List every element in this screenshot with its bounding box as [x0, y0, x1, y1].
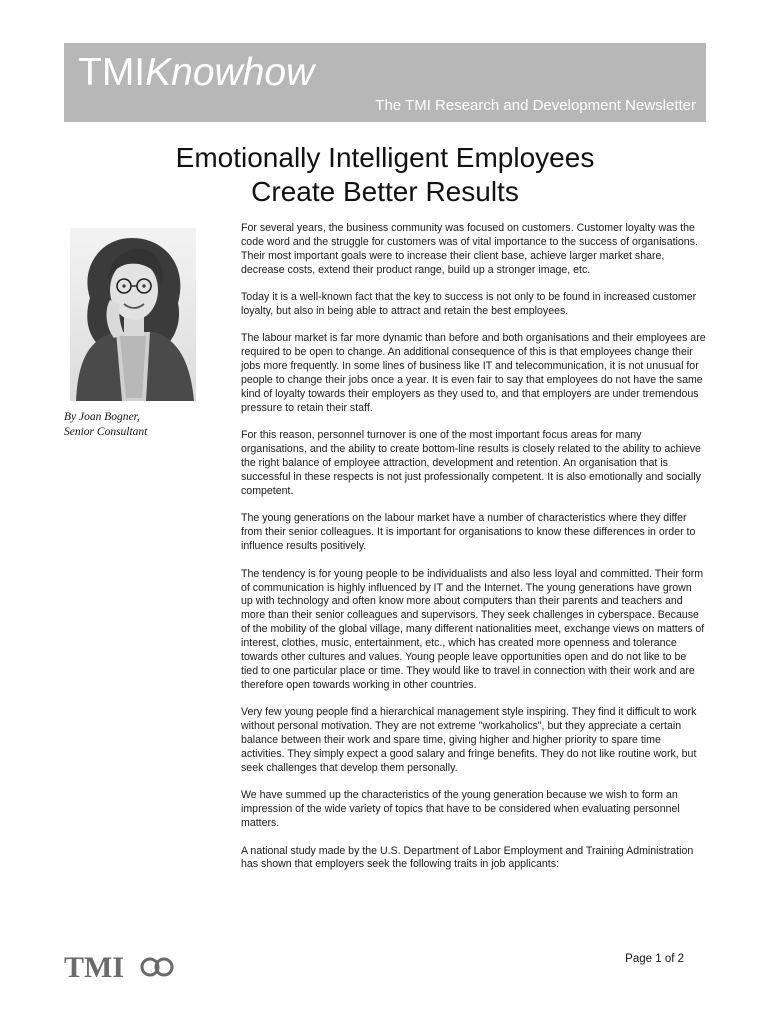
article-title-line-2: Create Better Results	[251, 176, 519, 207]
paragraph: The labour market is far more dynamic than before and both organisations and their employees are required to be open to change. An additional consequence of this is that employees change their jobs more frequently. In some lines of business like IT and telecommunication, it is not unusual for people to change their jobs once a year. It is even fair to say that employees do not have the same kind of loyalty towards their employers as they used to, and that employers are under tremendous pressure to retain their staff.	[241, 332, 706, 414]
author-role: Senior Consultant	[64, 426, 148, 438]
paragraph: Very few young people find a hierarchical management style inspiring. They find it difficult to work without personal motivation. They are not extreme "workaholics", but they appreciate a certain balance between their work and spare time, giving higher and higher priority to spare time activities. They simply expect a good salary and fringe benefits. They do not like routine work, but seek challenges that develop them personally.	[241, 706, 697, 774]
page-number: Page 1 of 2	[625, 953, 684, 965]
paragraph: We have summed up the characteristics of the young generation because we wish to form an impression of the wide variety of topics that have to be considered when evaluating personnel matters.	[241, 789, 680, 830]
paragraph: For this reason, personnel turnover is one of the most important focus areas for many organisations, and the ability to create bottom-line results is closely related to the ability to achieve the right balance of employee attraction, development and retention. An organisation that is successful in these respects is not just professionally competent. It is also emotionally and socially competent.	[241, 429, 701, 497]
newsletter-tagline: The TMI Research and Development Newsletter	[375, 97, 696, 114]
paragraph: Today it is a well-known fact that the key to success is not only to be found in increased customer loyalty, but also in being able to attract and retain the best employees.	[241, 291, 697, 318]
brand-title	[78, 51, 314, 95]
tmi-logo-text: TMI	[64, 951, 124, 981]
paragraph: The tendency is for young people to be individualists and also less loyal and committed. Their form of communication is highly influenced by IT and the Internet. The young generations have grown up with technology and often know more about computers than their parents and teachers and more than their senior colleagues and supervisors. They seek challenges in cyberspace. Because of the mobility of the global village, many different nationalities meet, exchange views on matters of interest, clothes, music, entertainment, etc., which has created more openness and tolerance towards other cultures and values. Young people leave opportunities open and do not like to be tied to one particular place or time. They would like to travel in connection with their work and are therefore open towards working in other countries.	[241, 567, 705, 691]
author-byline	[64, 410, 214, 440]
brand-suffix: Knowhow	[145, 51, 315, 94]
paragraph: The young generations on the labour market have a number of characteristics where they differ from their senior colleagues. It is important for organisations to know these differences in order to influence results positively.	[241, 512, 696, 553]
brand-prefix: TMI	[78, 51, 146, 94]
tmi-logo	[64, 951, 180, 981]
author-photo	[70, 228, 196, 401]
article-title	[64, 141, 706, 209]
tmi-logo-knot-icon	[142, 959, 172, 975]
author-name: By Joan Bogner,	[64, 411, 140, 423]
article-title-line-1: Emotionally Intelligent Employees	[175, 142, 595, 173]
article-body	[241, 222, 706, 886]
newsletter-banner	[64, 43, 706, 122]
paragraph: For several years, the business community was focused on customers. Customer loyalty was the code word and the struggle for customers was of vital importance to the success of organisations. Their most important goals were to increase their client base, achieve larger market share, decrease costs, extend their product range, build up a stronger image, etc.	[241, 222, 698, 276]
paragraph: A national study made by the U.S. Department of Labor Employment and Training Administration has shown that employers seek the following traits in job applicants:	[241, 844, 694, 871]
